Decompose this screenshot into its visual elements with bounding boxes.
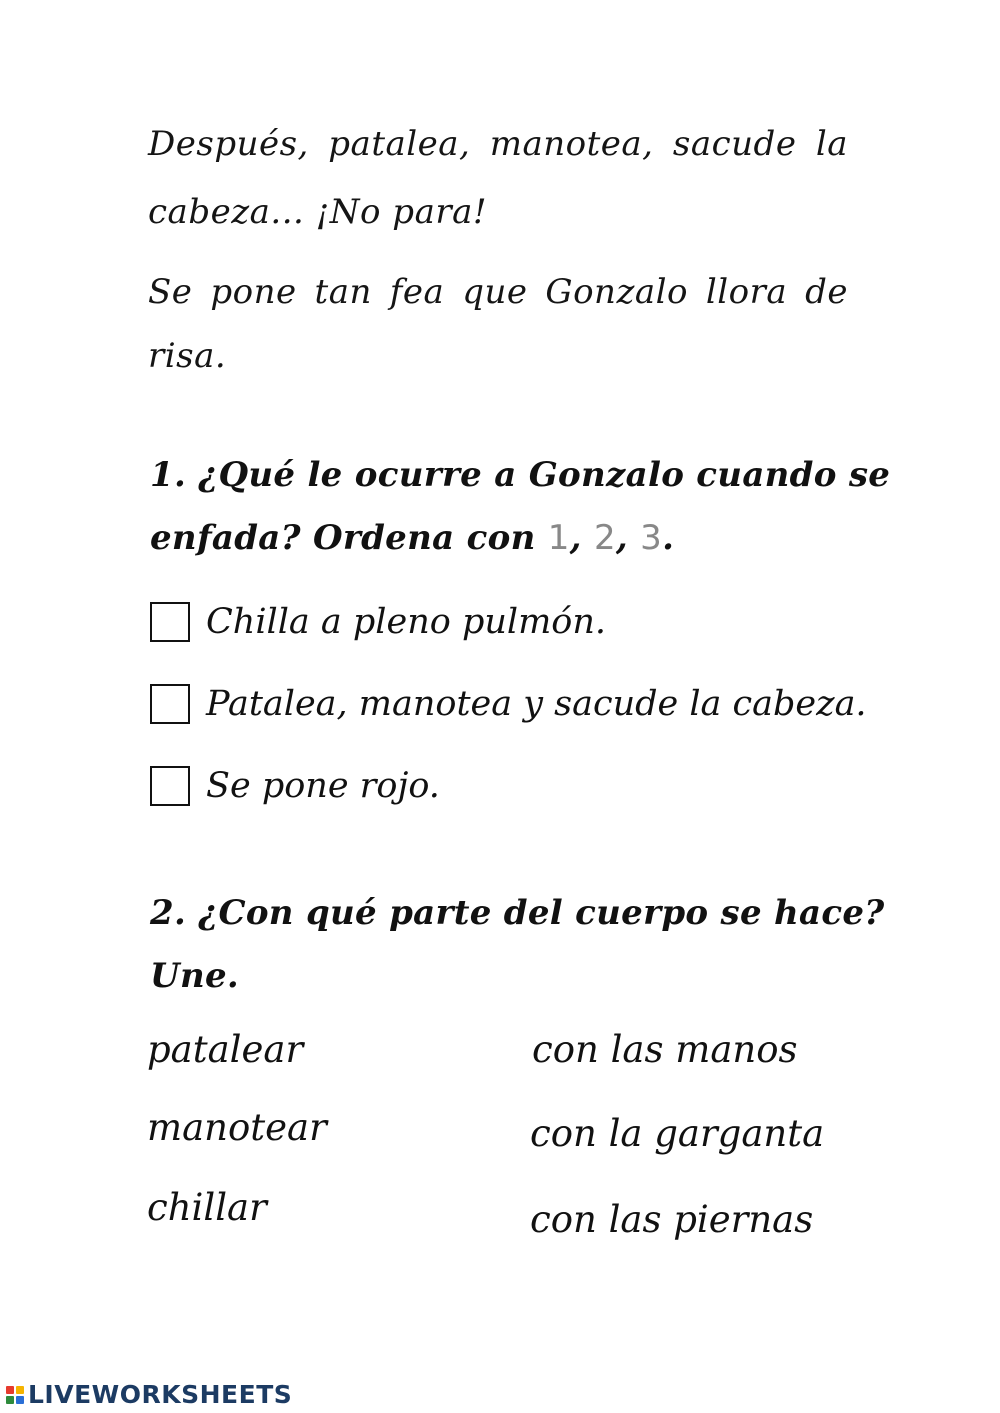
intro-line-3 bbox=[148, 272, 848, 312]
question-2-title: 2. ¿Con qué parte del cuerpo se hace? bbox=[150, 893, 885, 933]
order-number-3: 3 bbox=[640, 518, 663, 558]
order-number-2: 2 bbox=[593, 518, 616, 558]
intro-word: llora bbox=[705, 272, 788, 312]
liveworksheets-logo-icon bbox=[6, 1386, 24, 1404]
order-number-1: 1 bbox=[547, 518, 570, 558]
match-right-garganta[interactable]: con la garganta bbox=[530, 1112, 825, 1155]
question-1-prefix: enfada? Ordena con bbox=[150, 518, 548, 558]
intro-word: sacude bbox=[672, 124, 797, 164]
intro-word: Gonzalo bbox=[545, 272, 688, 312]
intro-word: que bbox=[462, 272, 528, 312]
intro-word: Se bbox=[148, 272, 193, 312]
order-option-label: Patalea, manotea y sacude la cabeza. bbox=[206, 684, 867, 724]
match-left-manotear[interactable]: manotear bbox=[147, 1106, 327, 1149]
order-input-box[interactable] bbox=[150, 766, 190, 806]
intro-word: manotea, bbox=[489, 124, 654, 164]
order-option-3 bbox=[150, 766, 440, 806]
liveworksheets-logo-text: LIVEWORKSHEETS bbox=[28, 1380, 293, 1409]
match-right-manos[interactable]: con las manos bbox=[532, 1028, 798, 1071]
order-separator: , bbox=[615, 518, 641, 558]
liveworksheets-logo[interactable] bbox=[6, 1380, 292, 1409]
intro-word: pone bbox=[210, 272, 297, 312]
intro-word: de bbox=[805, 272, 848, 312]
order-option-2 bbox=[150, 684, 867, 724]
order-option-1 bbox=[150, 602, 606, 642]
logo-square bbox=[6, 1396, 14, 1404]
match-right-piernas[interactable]: con las piernas bbox=[530, 1198, 814, 1241]
logo-square bbox=[16, 1396, 24, 1404]
question-2-title-cont: Une. bbox=[150, 956, 240, 996]
intro-line-4: risa. bbox=[148, 336, 227, 376]
intro-word: tan bbox=[314, 272, 372, 312]
order-option-label: Se pone rojo. bbox=[206, 766, 440, 806]
order-input-box[interactable] bbox=[150, 684, 190, 724]
match-left-patalear[interactable]: patalear bbox=[147, 1028, 304, 1071]
intro-word: fea bbox=[389, 272, 445, 312]
intro-word: la bbox=[815, 124, 848, 164]
intro-line-1 bbox=[148, 124, 848, 164]
match-left-chillar[interactable]: chillar bbox=[147, 1186, 267, 1229]
logo-square bbox=[16, 1386, 24, 1394]
order-separator: , bbox=[569, 518, 594, 558]
order-option-label: Chilla a pleno pulmón. bbox=[206, 602, 607, 642]
intro-word: patalea, bbox=[328, 124, 471, 164]
intro-line-2: cabeza... ¡No para! bbox=[148, 192, 488, 232]
order-input-box[interactable] bbox=[150, 602, 190, 642]
question-1-title-cont bbox=[150, 518, 674, 558]
question-1-title: 1. ¿Qué le ocurre a Gonzalo cuando se bbox=[150, 455, 891, 495]
question-1-suffix: . bbox=[662, 518, 675, 558]
logo-square bbox=[6, 1386, 14, 1394]
intro-word: Después, bbox=[148, 124, 309, 164]
